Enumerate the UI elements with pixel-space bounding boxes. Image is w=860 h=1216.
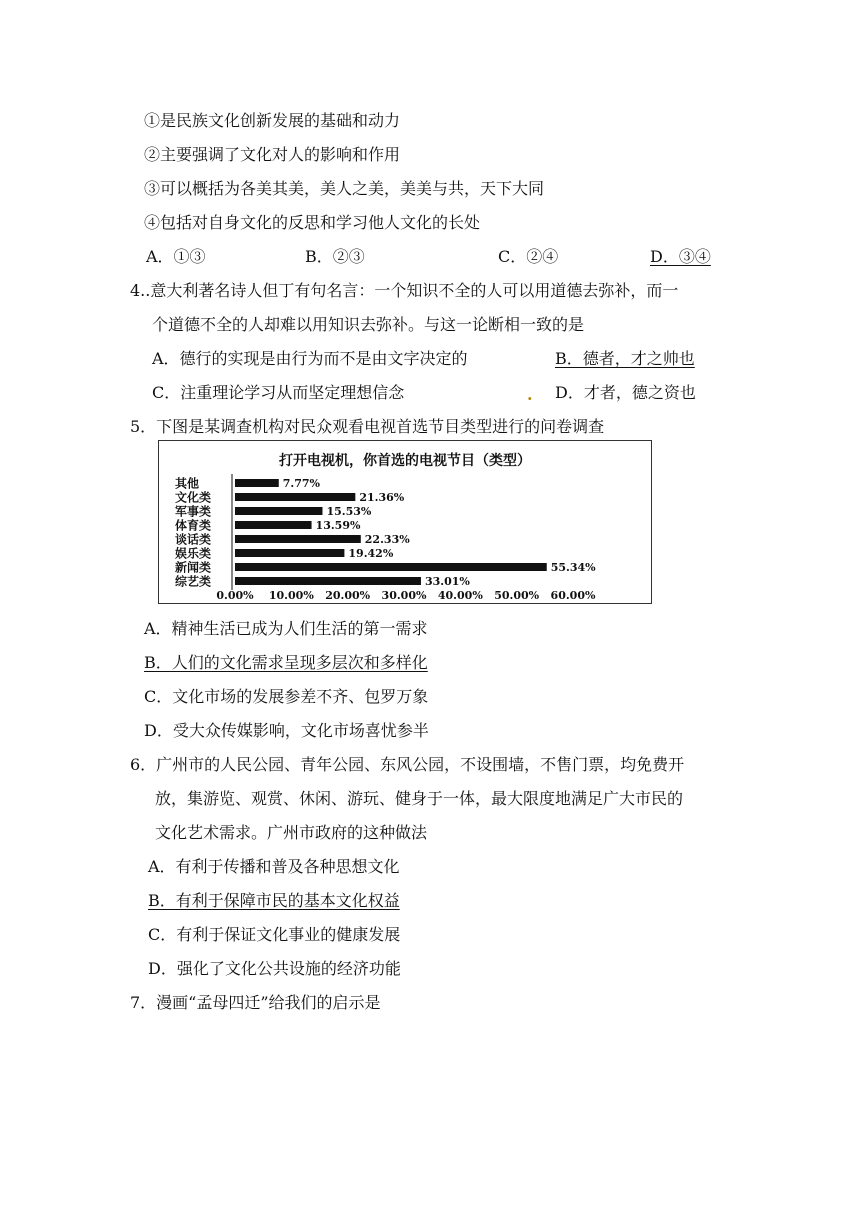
chart-x-tick-label: 20.00% [325, 589, 371, 602]
chart-x-tick-label: 40.00% [437, 589, 483, 602]
q6-option-d: D．强化了文化公共设施的经济功能 [148, 959, 401, 978]
q6-option-c: C．有利于保证文化事业的健康发展 [148, 925, 401, 944]
q6-option-b: B．有利于保障市民的基本文化权益 [148, 891, 400, 910]
chart-value-label: 33.01% [424, 575, 470, 588]
q3-option-b: B．②③ [305, 247, 365, 266]
chart-value-label: 7.77% [282, 477, 321, 490]
q4-option-a: A．德行的实现是由行为而不是由文字决定的 [152, 349, 468, 368]
q4-option-c: C．注重理论学习从而坚定理想信念 [152, 383, 405, 402]
q6-option-a: A．有利于传播和普及各种思想文化 [148, 857, 400, 876]
chart-x-tick-label: 30.00% [381, 589, 427, 602]
chart-x-tick-label: 60.00% [550, 589, 596, 602]
chart-bar [235, 479, 279, 487]
chart-value-label: 22.33% [364, 533, 410, 546]
chart-category-label: 体育类 [175, 518, 212, 533]
q3-statement-2: ②主要强调了文化对人的影响和作用 [144, 145, 401, 164]
chart-category-label: 综艺类 [175, 574, 212, 589]
q6-stem-line-2: 放，集游览、观赏、休闲、游玩、健身于一体，最大限度地满足广大市民的 [155, 789, 684, 808]
chart-bar [235, 507, 322, 515]
q3-statement-4: ④包括对自身文化的反思和学习他人文化的长处 [144, 213, 481, 232]
chart-category-label: 其他 [175, 476, 200, 491]
q3-option-c: C．②④ [498, 247, 559, 266]
q5-stem: 5．下图是某调查机构对民众观看电视首选节目类型进行的问卷调查 [130, 417, 605, 436]
q3-option-a: A．①③ [146, 247, 206, 266]
chart-value-label: 13.59% [315, 519, 361, 532]
q5-option-d: D．受大众传媒影响，文化市场喜忧参半 [144, 721, 429, 740]
chart-value-label: 21.36% [359, 491, 405, 504]
chart-canvas [159, 441, 651, 603]
chart-value-label: 19.42% [348, 547, 394, 560]
chart-category-label: 新闻类 [175, 560, 212, 575]
stray-dot: . [527, 385, 533, 404]
chart-bar [235, 563, 547, 571]
chart-value-label: 15.53% [326, 505, 372, 518]
chart-x-tick-label: 50.00% [494, 589, 540, 602]
q4-stem-line-1: 4..意大利著名诗人但丁有句名言：一个知识不全的人可以用道德去弥补，而一 [130, 281, 679, 300]
q5-option-b: B．人们的文化需求呈现多层次和多样化 [144, 653, 428, 672]
chart-bar [235, 521, 312, 529]
chart-x-tick-label: 10.00% [268, 589, 314, 602]
chart-x-tick-label: 0.00% [216, 589, 254, 602]
chart-value-label: 55.34% [550, 561, 596, 574]
q6-stem-line-3: 文化艺术需求。广州市政府的这种做法 [155, 823, 428, 842]
chart-category-label: 娱乐类 [175, 546, 212, 561]
q6-stem-line-1: 6．广州市的人民公园、青年公园、东风公园，不设围墙，不售门票，均免费开 [130, 755, 685, 774]
chart-bar [235, 493, 355, 501]
chart-bar [235, 549, 344, 557]
q4-option-b: B．德者，才之帅也 [555, 349, 695, 368]
q4-option-d: D．才者，德之资也 [555, 383, 696, 402]
q5-option-a: A．精神生活已成为人们生活的第一需求 [144, 619, 428, 638]
tv-preference-chart [158, 440, 652, 604]
chart-category-label: 文化类 [175, 490, 212, 505]
q7-stem: 7．漫画“孟母四迁”给我们的启示是 [130, 993, 381, 1012]
q3-statement-3: ③可以概括为各美其美，美人之美，美美与共，天下大同 [144, 179, 545, 198]
q3-option-d: D．③④ [650, 247, 711, 266]
chart-category-label: 军事类 [175, 504, 212, 519]
chart-category-label: 谈话类 [175, 532, 212, 547]
chart-bar [235, 535, 361, 543]
chart-title: 打开电视机，你首选的电视节目（类型） [279, 453, 531, 469]
q4-stem-line-2: 个道德不全的人却难以用知识去弥补。与这一论断相一致的是 [152, 315, 585, 334]
q3-statement-1: ①是民族文化创新发展的基础和动力 [144, 111, 401, 130]
chart-bar [235, 577, 421, 585]
q5-option-c: C．文化市场的发展参差不齐、包罗万象 [144, 687, 429, 706]
